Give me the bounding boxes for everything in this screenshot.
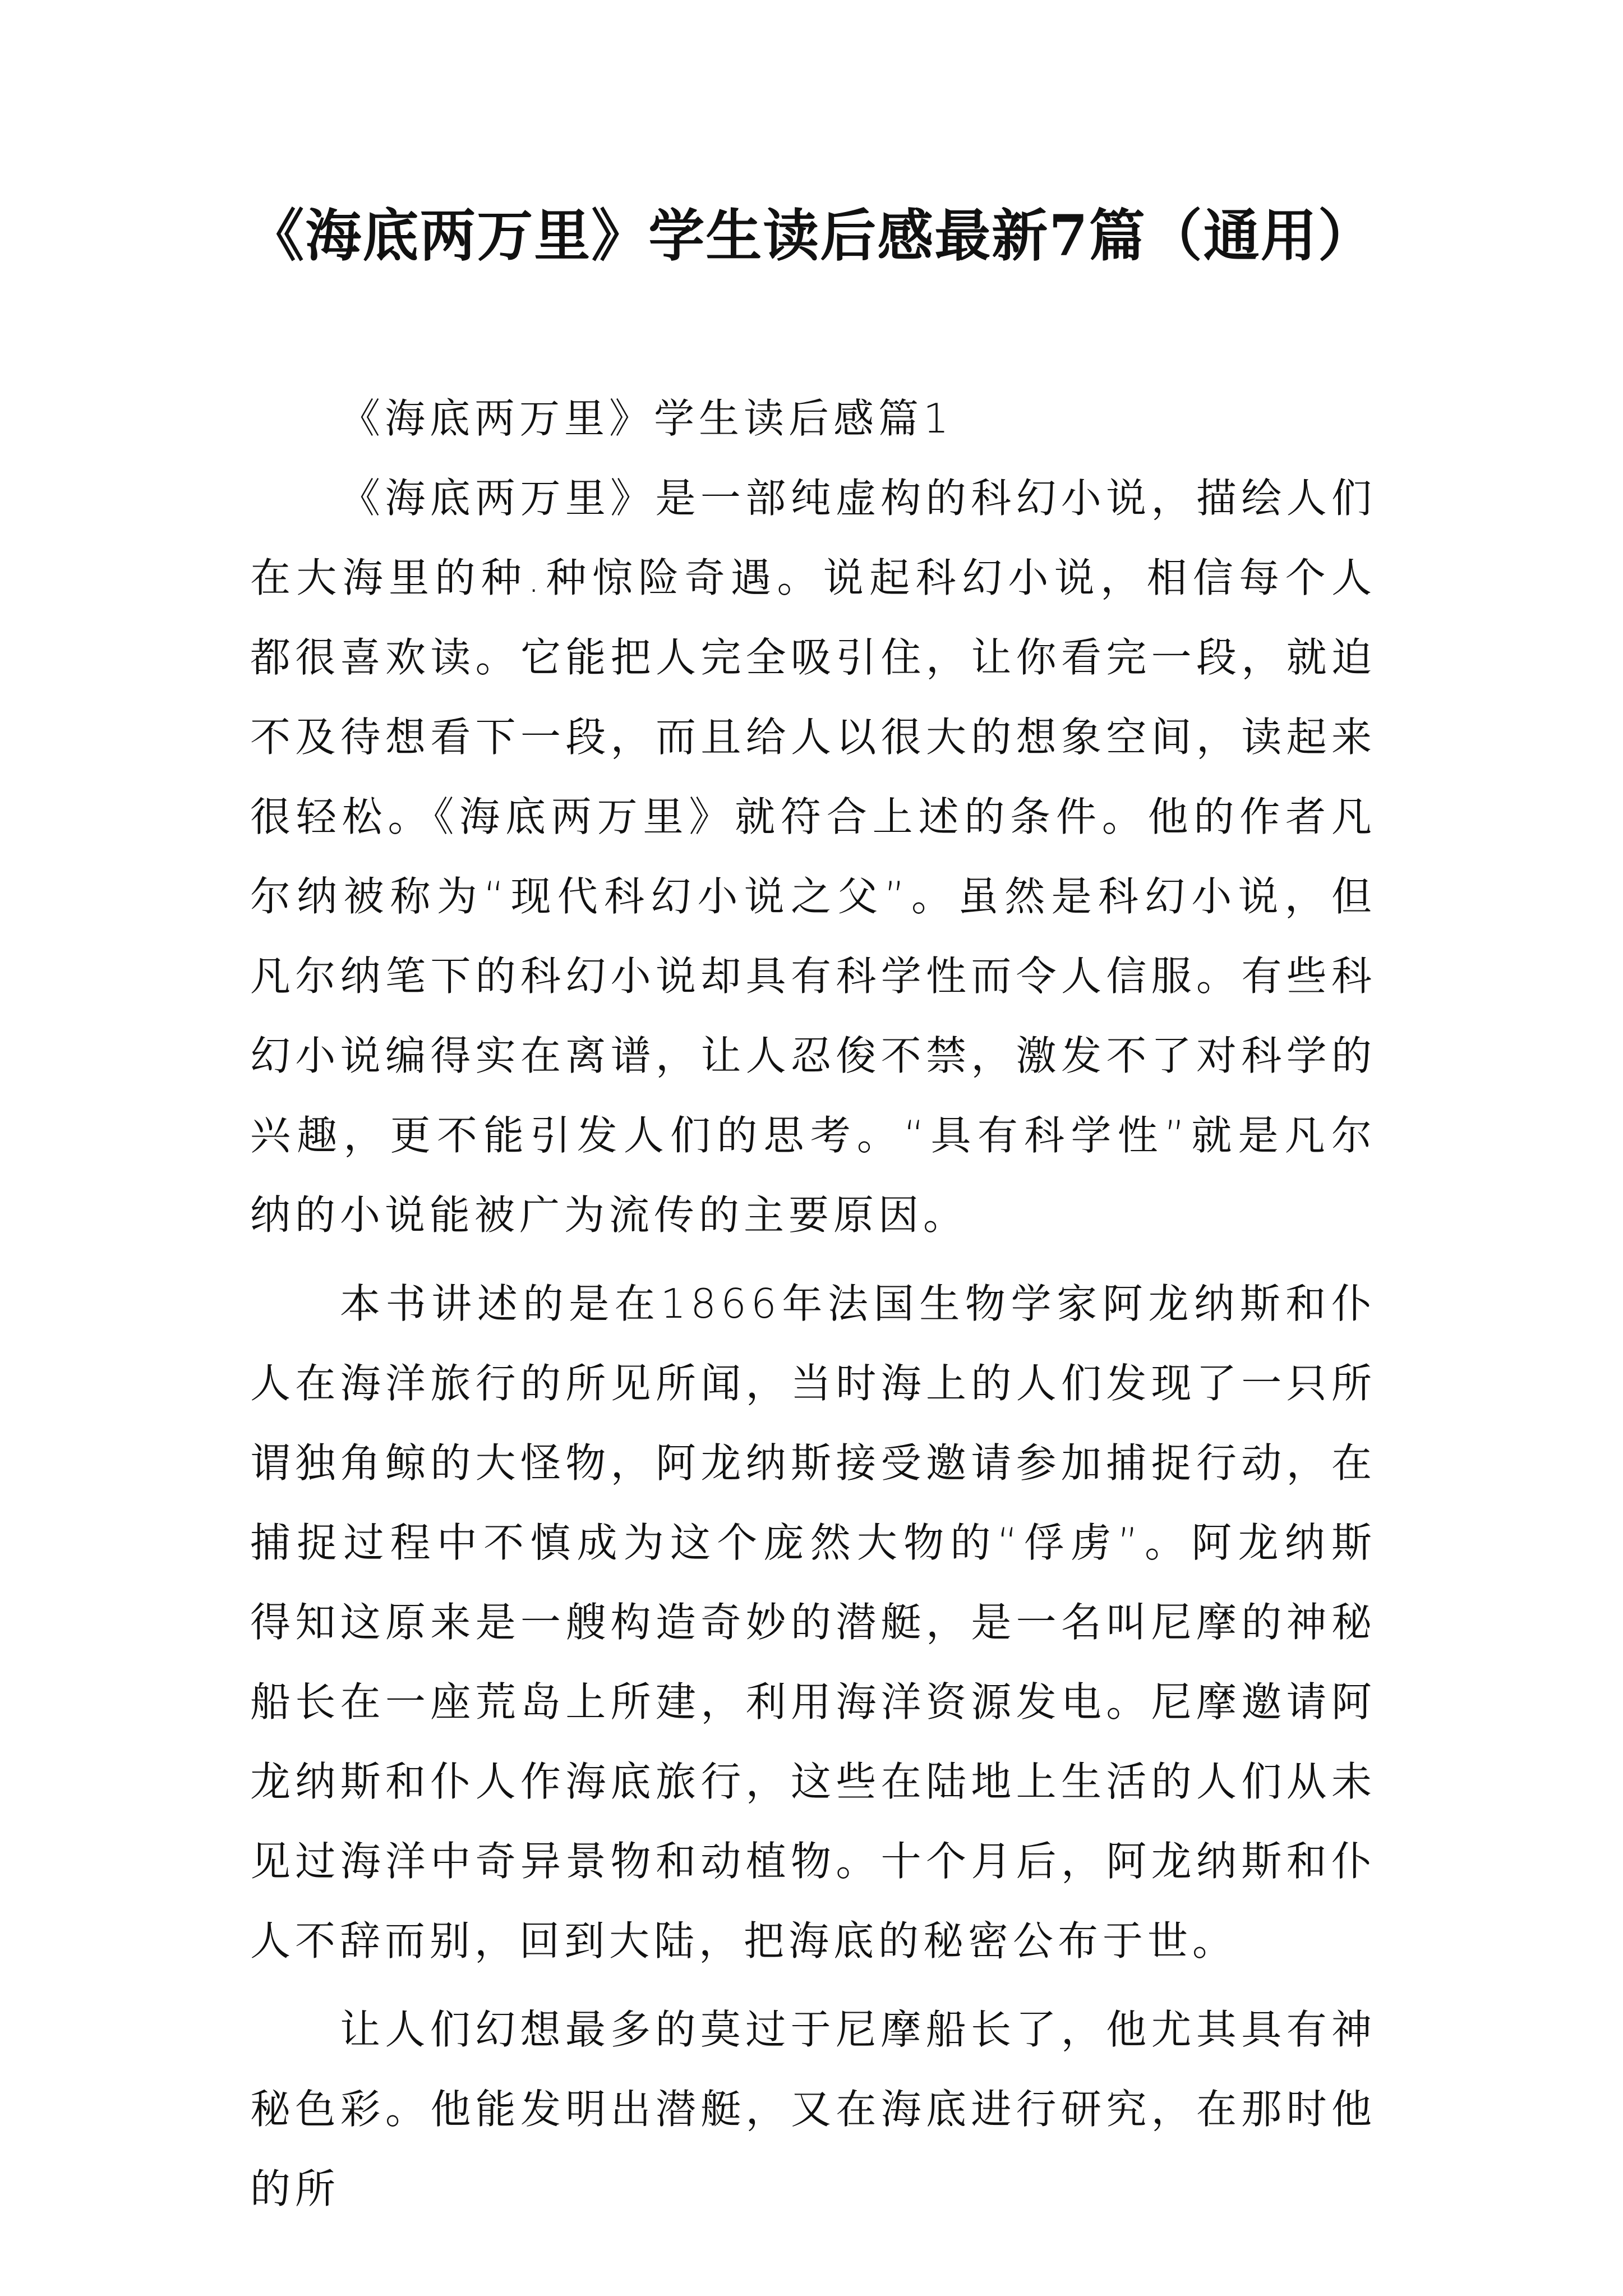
paragraph: 《海底两万里》是一部纯虚构的科幻小说，描绘人们在大海里的种.种惊险奇遇。说起科幻小说，相信每个人都很喜欢读。它能把人完全吸引住，让你看完一段，就迫不及待想看下一段，而且给人以很大的想象空间，读起来很轻松。《海底两万里》就符合上述的条件。他的作者凡尔纳被称为“现代科幻小说之父”。虽然是科幻小说，但凡尔纳笔下的科幻小说却具有科学性而令人信服。有些科幻小说编得实在离谱，让人忍俊不禁，激发不了对科学的兴趣，更不能引发人们的思考。“具有科学性”就是凡尔纳的小说能被广为流传的主要原因。	[250, 475, 1376, 1239]
document-body	[250, 379, 1376, 2229]
section-heading: 《海底两万里》学生读后感篇1	[340, 395, 953, 442]
document-title: 《海底两万里》学生读后感最新7篇（通用）	[248, 203, 1375, 269]
paragraph: 让人们幻想最多的莫过于尼摩船长了，他尤其具有神秘色彩。他能发明出潜艇，又在海底进行研究，在那时他的所	[250, 2006, 1376, 2212]
paragraph: 本书讲述的是在1866年法国生物学家阿龙纳斯和仆人在海洋旅行的所见所闻，当时海上的人们发现了一只所谓独角鲸的大怪物，阿龙纳斯接受邀请参加捕捉行动，在捕捉过程中不慎成为这个庞然大物的“俘虏”。阿龙纳斯得知这原来是一艘构造奇妙的潜艇，是一名叫尼摩的神秘船长在一座荒岛上所建，利用海洋资源发电。尼摩邀请阿龙纳斯和仆人作海底旅行，这些在陆地上生活的人们从未见过海洋中奇异景物和动植物。十个月后，阿龙纳斯和仆人不辞而别，回到大陆，把海底的秘密公布于世。	[250, 1280, 1376, 1964]
